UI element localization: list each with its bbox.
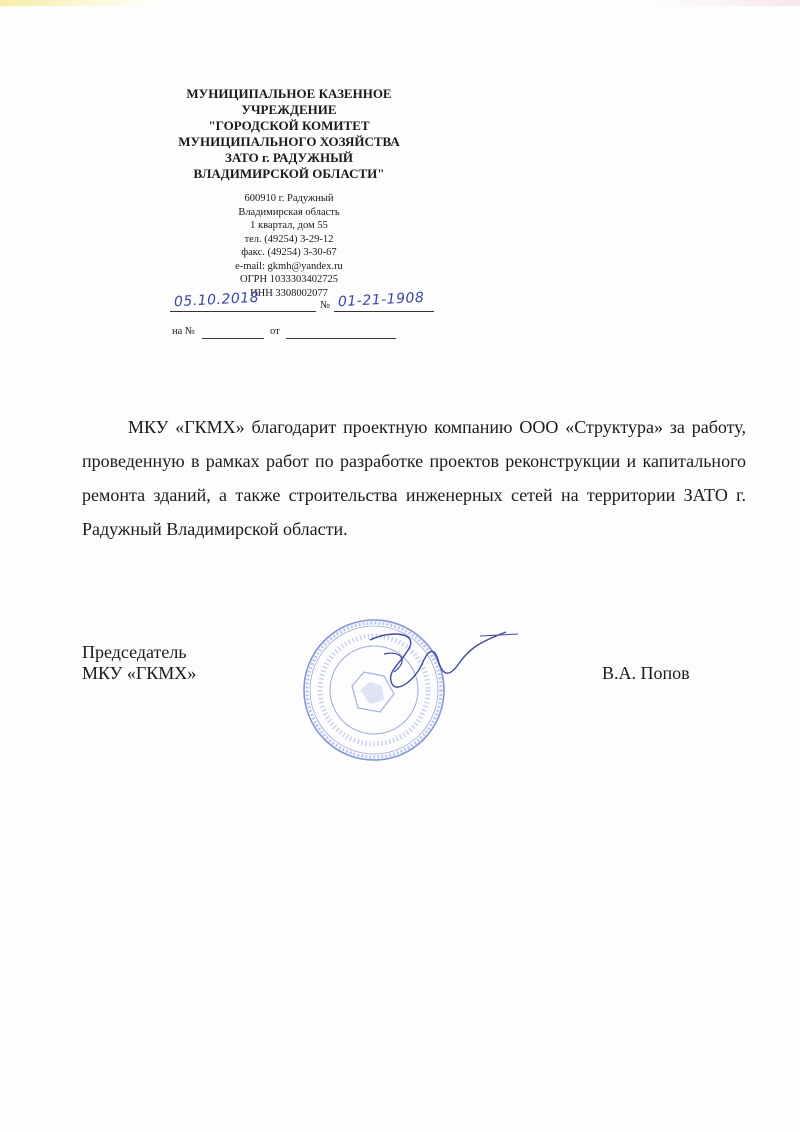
- address-line: Владимирская область: [238, 206, 340, 218]
- org-line: ВЛАДИМИРСКОЙ ОБЛАСТИ": [193, 166, 385, 181]
- incoming-reference: [172, 324, 412, 342]
- signatory-position: [82, 642, 196, 684]
- from-blank: [286, 338, 396, 339]
- letter-body: МКУ «ГКМХ» благодарит проектную компанию ООО «Структура» за работу, проведенную в рамках работ по разработке проектов реконструкции и капитального ремонта зданий, а также строительства инженерных сетей на территории ЗАТО г. Радужный Владимирской области.: [82, 417, 746, 539]
- address-line: 1 квартал, дом 55: [250, 220, 328, 231]
- on-number-blank: [202, 338, 264, 339]
- address-line: ОГРН 1033303402725: [240, 274, 338, 285]
- address-line: 600910 г. Радужный: [244, 193, 334, 204]
- on-number-label: на №: [172, 326, 195, 337]
- letterhead: [160, 86, 418, 300]
- org-line: МУНИЦИПАЛЬНОЕ КАЗЕННОЕ: [186, 86, 392, 101]
- address-line: факс. (49254) 3-30-67: [241, 247, 337, 258]
- organization-address: [160, 192, 418, 300]
- position-line: Председатель: [82, 642, 187, 662]
- address-line: ИНН 3308002077: [250, 287, 328, 299]
- address-line: e-mail: gkmh@yandex.ru: [235, 260, 343, 272]
- address-line: тел. (49254) 3-29-12: [244, 233, 334, 245]
- org-line: ЗАТО г. РАДУЖНЫЙ: [224, 150, 354, 165]
- scan-edge-tint: [0, 0, 800, 6]
- org-line: "ГОРОДСКОЙ КОМИТЕТ: [208, 118, 370, 133]
- signatory-name: В.А. Попов: [602, 663, 690, 683]
- number-symbol: №: [320, 300, 331, 311]
- from-label: от: [270, 326, 280, 337]
- date-blank: [170, 311, 316, 312]
- handwritten-number: 01-21-1908: [337, 289, 425, 311]
- org-line: МУНИЦИПАЛЬНОГО ХОЗЯЙСТВА: [178, 134, 400, 149]
- position-line: МКУ «ГКМХ»: [82, 663, 197, 683]
- organization-name: [160, 86, 418, 182]
- handwritten-signature: [330, 620, 530, 710]
- number-blank: [334, 311, 434, 312]
- org-line: УЧРЕЖДЕНИЕ: [241, 102, 337, 117]
- handwritten-date: 05.10.2018: [173, 289, 260, 311]
